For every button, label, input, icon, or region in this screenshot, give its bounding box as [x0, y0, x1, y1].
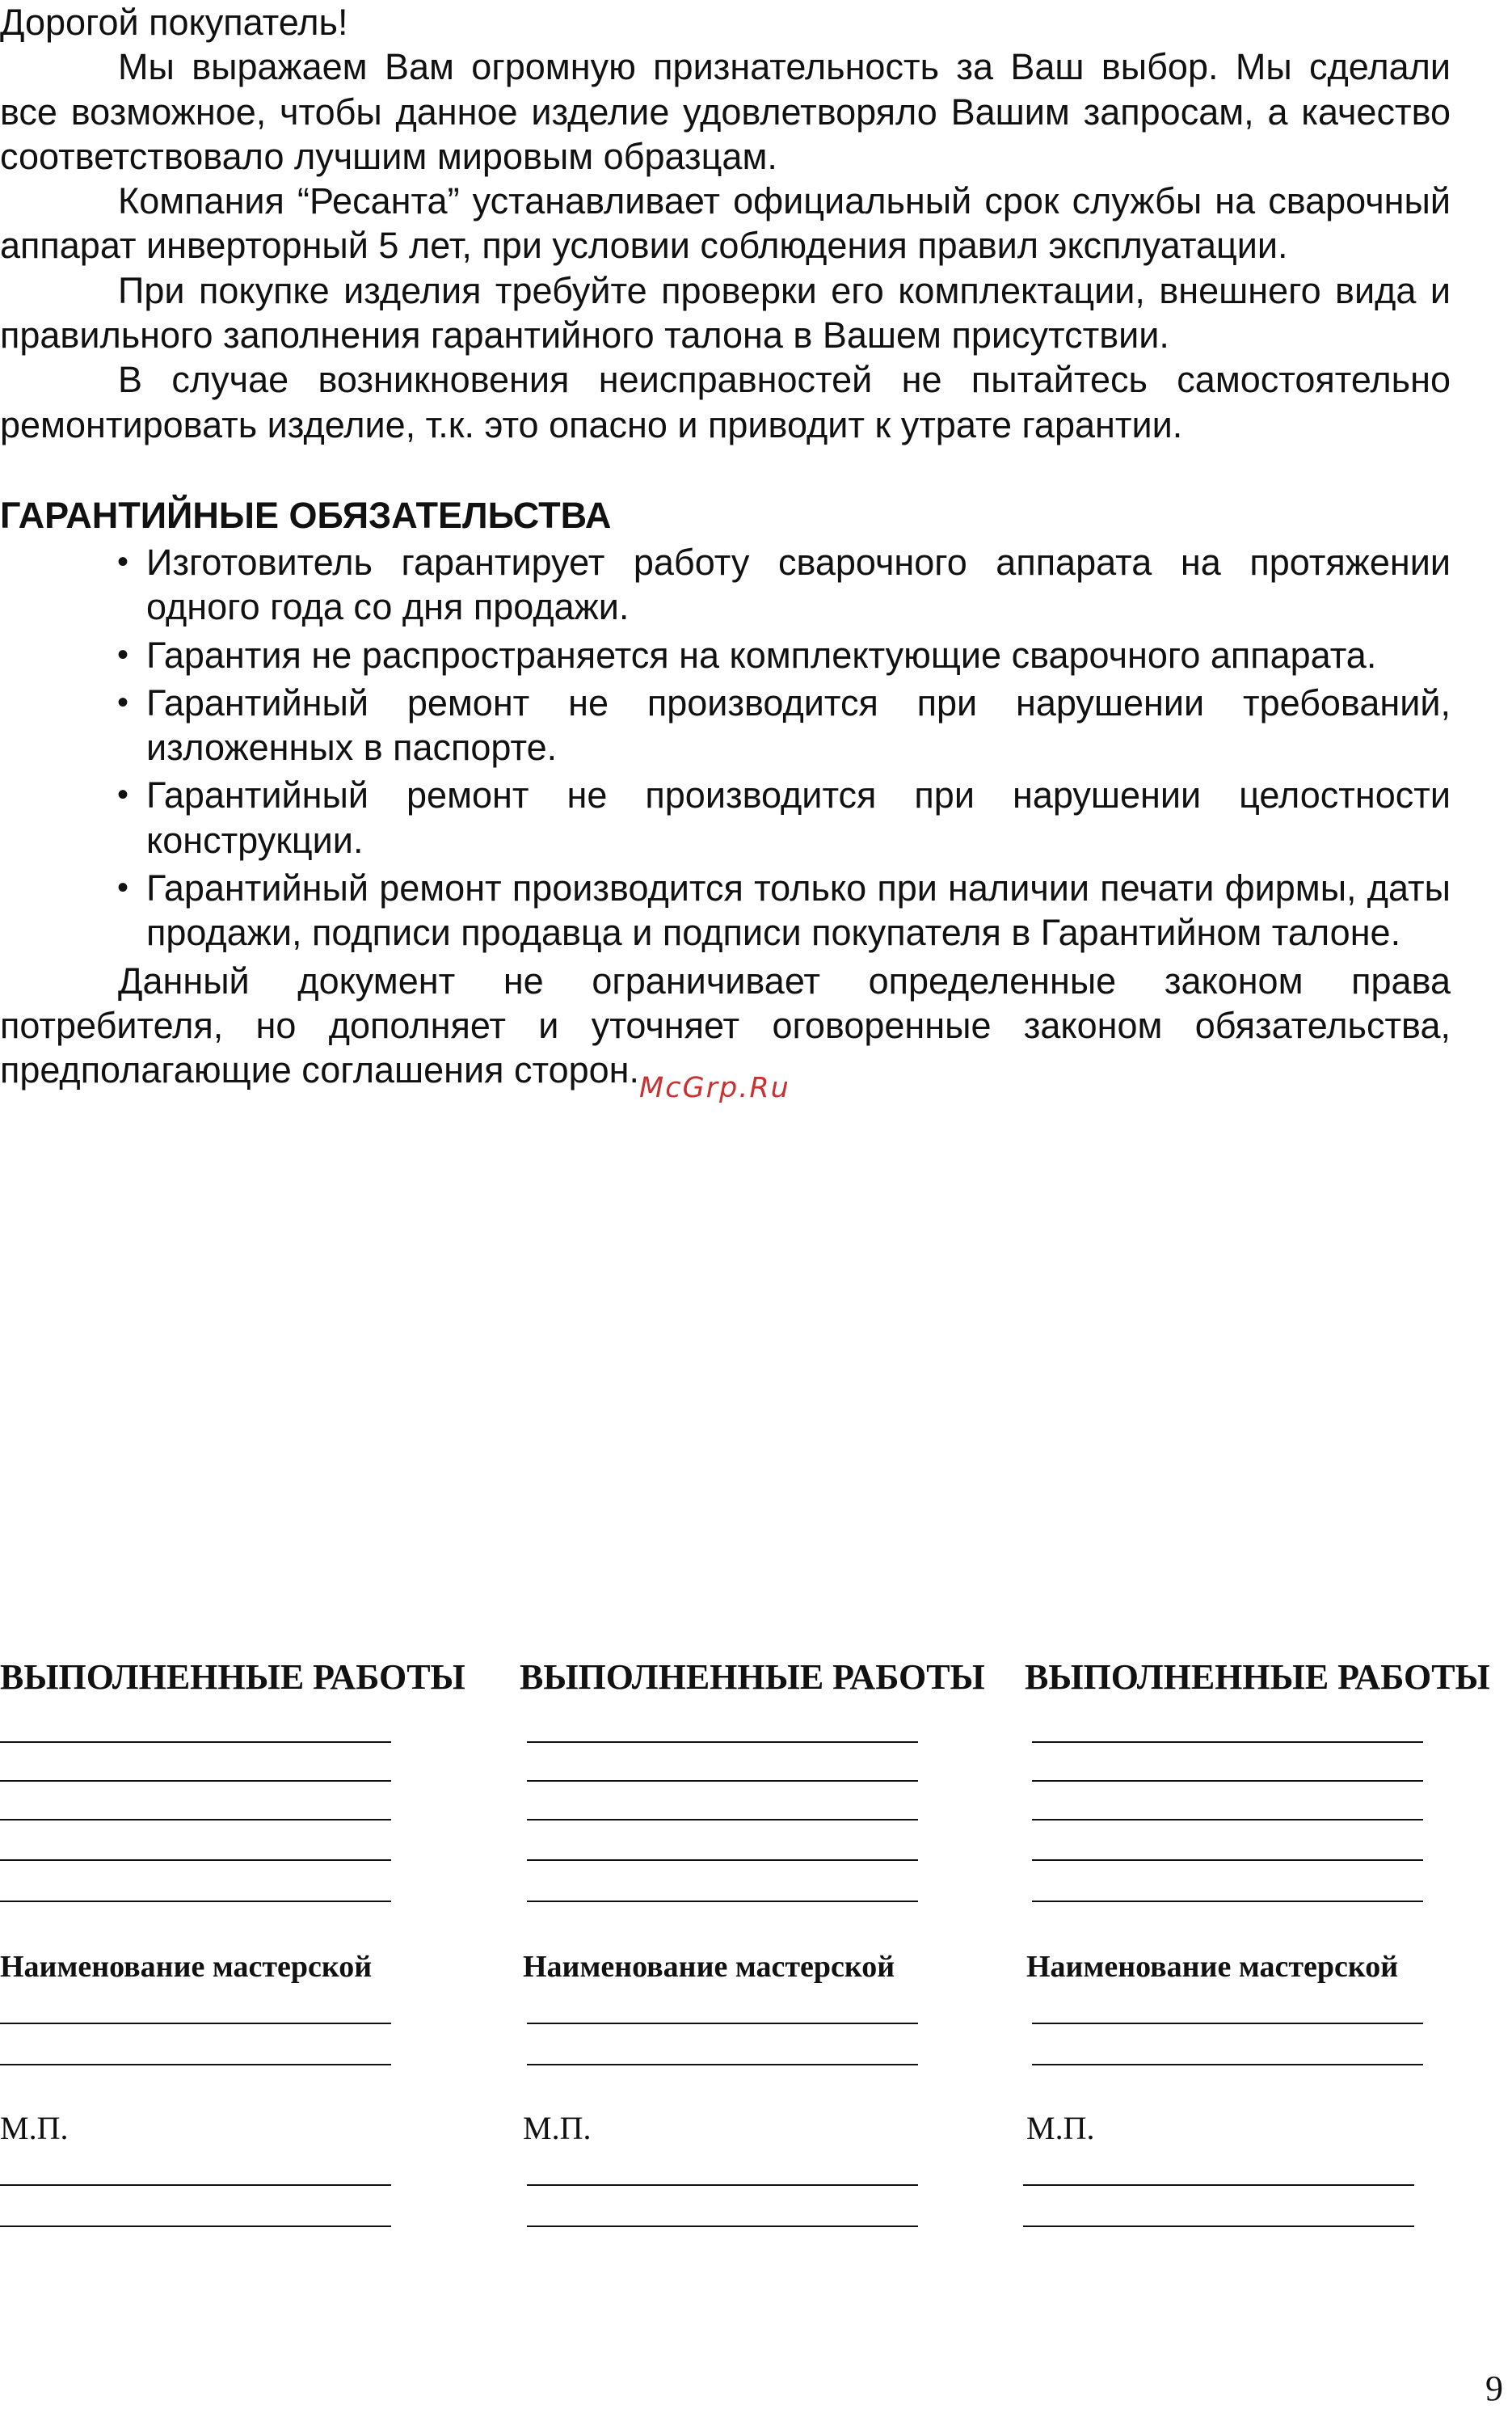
warranty-list — [0, 540, 1451, 956]
closing-text: Данный документ не ограничивает определенные законом права потребителя, но дополняет и уточняет оговоренные законом обязательства, предполагающие соглашения сторон. — [0, 960, 1451, 1091]
paragraph-malfunction: В случае возникновения неисправностей не пытайтесь самостоятельно ремонтировать изделие, т.к. это опасно и приводит к утрате гарантии. — [0, 359, 1451, 445]
warranty-item-text: Гарантийный ремонт не производится при нарушении целостности конструкции. — [146, 774, 1451, 861]
section-spacer — [0, 447, 1451, 492]
completed-works-line — [0, 1741, 391, 1743]
warranty-item-text: Гарантийный ремонт не производится при нарушении требований, изложенных в паспорте. — [146, 681, 1451, 769]
bullet-icon: • — [117, 636, 129, 673]
completed-works-line — [0, 1859, 391, 1861]
warranty-item — [117, 773, 1451, 863]
completed-works-line — [0, 1901, 391, 1902]
completed-works-line — [527, 1780, 918, 1782]
signature-line — [527, 2184, 918, 2186]
completed-works-line — [1032, 1819, 1423, 1820]
warranty-item — [117, 866, 1451, 956]
signature-line — [527, 2225, 918, 2227]
warranty-item-text: Гарантийный ремонт производится только при наличии печати фирмы, даты продажи, подписи продавца и подписи покупателя в Гарантийном талоне. — [146, 867, 1451, 954]
stamp-label: М.П. — [0, 2110, 69, 2146]
warranty-item-text: Изготовитель гарантирует работу сварочного аппарата на протяжении одного года со дня продажи. — [146, 541, 1451, 628]
service-record-2 — [520, 1653, 1004, 1702]
completed-works-heading: ВЫПОЛНЕННЫЕ РАБОТЫ — [0, 1657, 465, 1697]
paragraph-closing — [0, 959, 1451, 1105]
signature-line — [1023, 2225, 1414, 2227]
warranty-item — [117, 681, 1451, 770]
stamp-label: М.П. — [523, 2110, 592, 2146]
completed-works-line — [527, 1819, 918, 1820]
warranty-title: ГАРАНТИЙНЫЕ ОБЯЗАТЕЛЬСТВА — [0, 494, 612, 536]
completed-works-line — [1032, 1780, 1423, 1782]
bullet-icon: • — [117, 777, 129, 813]
stamp-label: М.П. — [1026, 2110, 1095, 2146]
paragraph-purchase-check: При покупке изделия требуйте проверки его комплектации, внешнего вида и правильного заполнения гарантийного талона в Вашем присутствии. — [0, 269, 1451, 356]
service-record-1 — [0, 1653, 485, 1702]
paragraph-gratitude: Мы выражаем Вам огромную признательность за Ваш выбор. Мы сделали все возможное, чтобы данное изделие удовлетворяло Вашим запросам, а качество соответствовало лучшим мировым образцам. — [0, 46, 1451, 177]
bullet-icon: • — [117, 870, 129, 906]
bullet-icon: • — [117, 684, 129, 720]
completed-works-line — [527, 1859, 918, 1861]
workshop-name-line — [1032, 2023, 1423, 2024]
completed-works-line — [1032, 1901, 1423, 1902]
warranty-item-text: Гарантия не распространяется на комплектующие сварочного аппарата. — [146, 634, 1377, 676]
workshop-name-line — [527, 2023, 918, 2024]
workshop-name-label: Наименование мастерской — [523, 1950, 895, 1984]
bullet-icon: • — [117, 543, 129, 580]
completed-works-line — [0, 1780, 391, 1782]
completed-works-heading: ВЫПОЛНЕННЫЕ РАБОТЫ — [520, 1657, 985, 1697]
workshop-name-line — [1032, 2064, 1423, 2065]
page-number: 9 — [1485, 2369, 1503, 2408]
workshop-name-label: Наименование мастерской — [0, 1950, 373, 1984]
signature-line — [0, 2184, 391, 2186]
completed-works-heading: ВЫПОЛНЕННЫЕ РАБОТЫ — [1025, 1657, 1490, 1697]
workshop-name-label: Наименование мастерской — [1026, 1950, 1399, 1984]
paragraph-service-life: Компания “Ресанта” устанавливает официальный срок службы на сварочный аппарат инверторный 5 лет, при условии соблюдения правил эксплуатации. — [0, 180, 1451, 267]
signature-line — [1023, 2184, 1414, 2186]
completed-works-line — [1032, 1741, 1423, 1743]
completed-works-line — [0, 1819, 391, 1820]
warranty-item — [117, 633, 1451, 677]
watermark-link[interactable]: McGrp.Ru — [639, 1072, 790, 1105]
workshop-name-line — [0, 2064, 391, 2065]
service-record-3 — [1025, 1653, 1510, 1702]
warranty-item — [117, 540, 1451, 630]
completed-works-line — [527, 1901, 918, 1902]
workshop-name-line — [527, 2064, 918, 2065]
workshop-name-line — [0, 2023, 391, 2024]
signature-line — [0, 2225, 391, 2227]
completed-works-line — [1032, 1859, 1423, 1861]
letter-body — [0, 0, 1451, 1105]
completed-works-line — [527, 1741, 918, 1743]
greeting: Дорогой покупатель! — [0, 2, 348, 43]
